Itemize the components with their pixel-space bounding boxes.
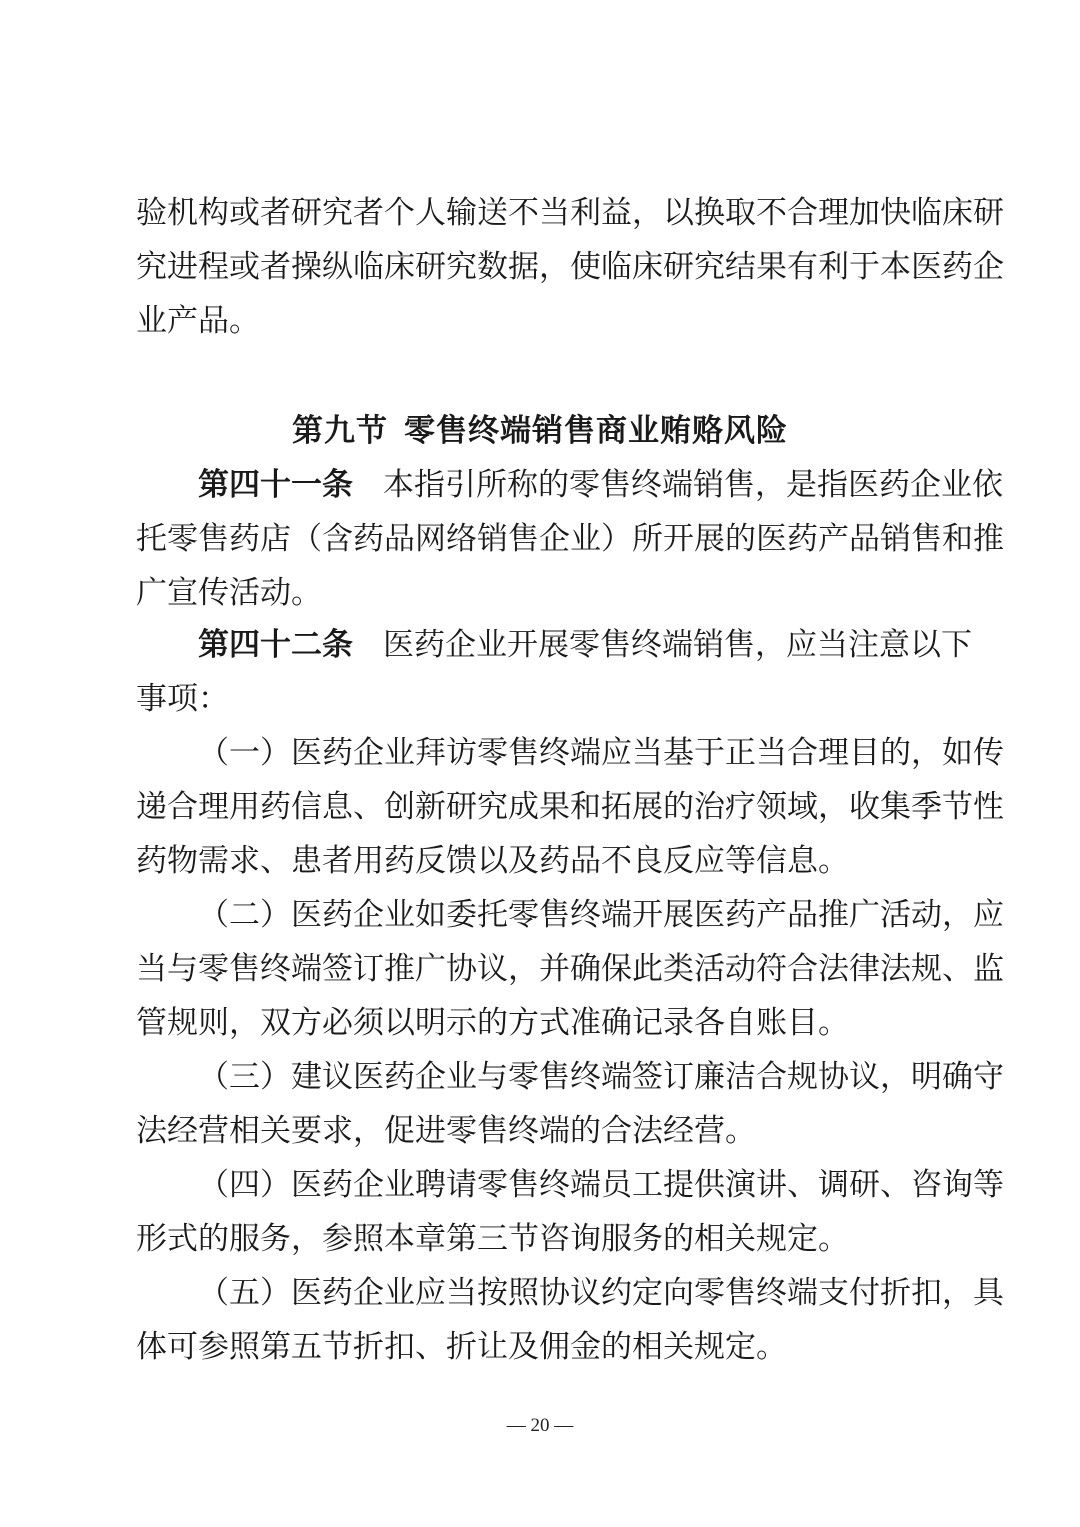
list-item-line: （二）医药企业如委托零售终端开展医药产品推广活动，应 bbox=[198, 897, 1004, 933]
paragraph-line: 业产品。 bbox=[136, 303, 260, 339]
article-42-text: 医药企业开展零售终端销售，应当注意以下 bbox=[383, 627, 972, 663]
article-42-first-line bbox=[198, 618, 972, 672]
list-item-line: 药物需求、患者用药反馈以及药品不良反应等信息。 bbox=[136, 843, 849, 879]
article-41-first-line bbox=[198, 458, 1003, 512]
list-item-line: 管规则，双方必须以明示的方式准确记录各自账目。 bbox=[136, 1005, 849, 1041]
list-item-line: 当与零售终端签订推广协议，并确保此类活动符合法律法规、监 bbox=[136, 951, 1004, 987]
paragraph-line: 究进程或者操纵临床研究数据，使临床研究结果有利于本医药企 bbox=[136, 249, 1004, 285]
article-42-number: 第四十二条 bbox=[198, 627, 353, 663]
article-41-text: 本指引所称的零售终端销售，是指医药企业依 bbox=[383, 467, 1003, 503]
section-title: 零售终端销售商业贿赂风险 bbox=[404, 413, 788, 449]
paragraph-line: 托零售药店（含药品网络销售企业）所开展的医药产品销售和推 bbox=[136, 521, 1004, 557]
list-item-line: 法经营相关要求，促进零售终端的合法经营。 bbox=[136, 1113, 756, 1149]
paragraph-line: 广宣传活动。 bbox=[136, 575, 322, 611]
list-item-line: 体可参照第五节折扣、折让及佣金的相关规定。 bbox=[136, 1329, 787, 1365]
list-item-line: 递合理用药信息、创新研究成果和拓展的治疗领域，收集季节性 bbox=[136, 789, 1004, 825]
list-item-line: （一）医药企业拜访零售终端应当基于正当合理目的，如传 bbox=[198, 735, 1004, 771]
paragraph-line: 事项： bbox=[136, 681, 229, 717]
paragraph-line: 验机构或者研究者个人输送不当利益，以换取不合理加快临床研 bbox=[136, 195, 1004, 231]
list-item-line: 形式的服务，参照本章第三节咨询服务的相关规定。 bbox=[136, 1221, 849, 1257]
list-item-line: （三）建议医药企业与零售终端签订廉洁合规协议，明确守 bbox=[198, 1059, 1004, 1095]
section-number: 第九节 bbox=[292, 413, 388, 449]
article-41-number: 第四十一条 bbox=[198, 467, 353, 503]
list-item-line: （五）医药企业应当按照协议约定向零售终端支付折扣，具 bbox=[198, 1275, 1004, 1311]
section-heading bbox=[0, 404, 1080, 458]
list-item-line: （四）医药企业聘请零售终端员工提供演讲、调研、咨询等 bbox=[198, 1167, 1004, 1203]
page-number: — 20 — bbox=[506, 1415, 574, 1436]
